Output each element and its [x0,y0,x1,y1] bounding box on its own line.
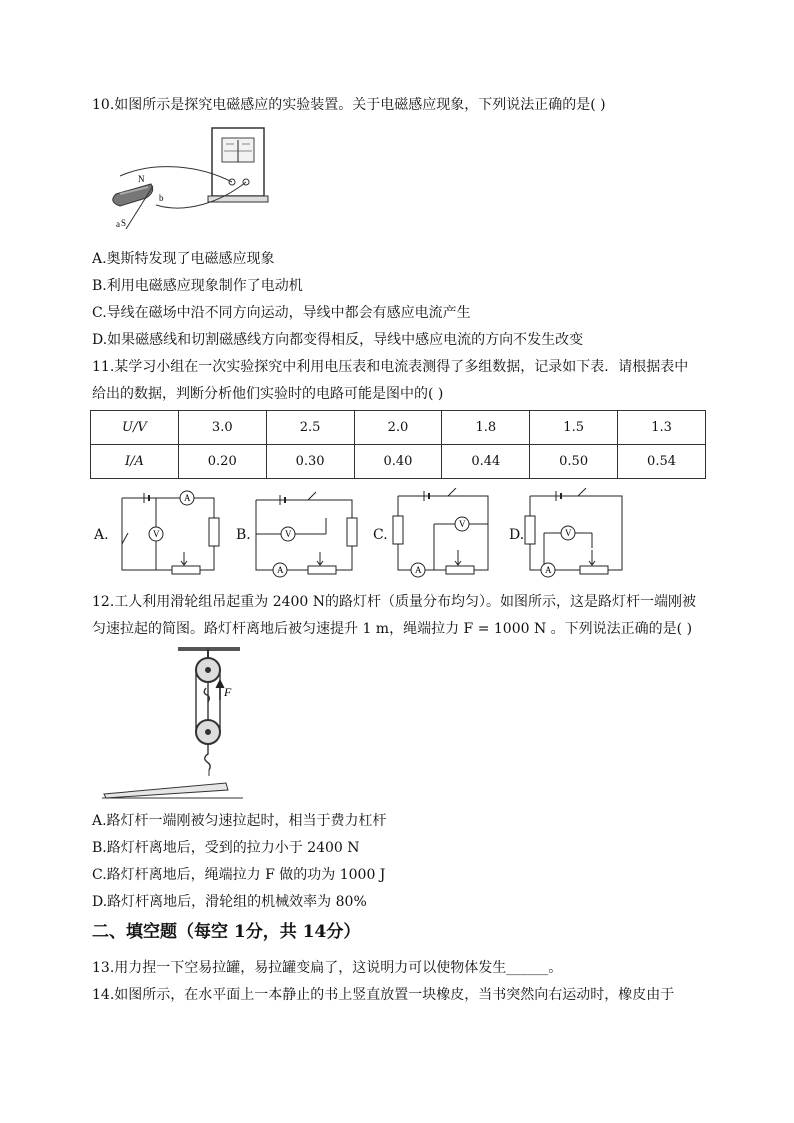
electromagnetic-induction-figure [96,120,286,232]
rheostat-symbol [308,566,336,574]
current-row [91,445,706,479]
rheostat-slider [181,552,187,565]
rheostat-symbol [446,566,474,574]
switch-symbol [448,488,456,496]
question-11-stem-line-2: 给出的数据，判断分析他们实验时的电路可能是图中的( ) [92,386,444,402]
question-10-option-a: A.奥斯特发现了电磁感应现象 [92,251,275,267]
circuit-diagram-d [520,488,646,580]
fixed-pulley-axle [205,667,211,673]
ammeter-label: A [415,565,422,575]
current-value: 0.20 [178,445,266,479]
rheostat-slider [589,550,595,565]
pulley-system-figure [98,644,248,799]
wire-a-label: a [116,219,120,229]
voltage-row [91,411,706,445]
current-value: 0.50 [530,445,618,479]
question-11-stem-line-1: 11.某学习小组在一次实验探究中利用电压表和电流表测得了多组数据，记录如下表．请根据表中 [92,359,689,375]
rheostat-slider [455,550,461,565]
voltage-value: 2.0 [354,411,442,445]
voltage-value: 1.8 [442,411,530,445]
movable-pulley-axle [205,729,211,735]
voltmeter-label: V [285,529,292,539]
question-12-option-c: C.路灯杆离地后，绳端拉力 F 做的功为 1000 J [92,867,386,883]
voltmeter-label: V [565,528,572,538]
section-title: 二、填空题（每空 1分，共 14分） [92,922,361,942]
voltage-value: 3.0 [178,411,266,445]
switch-symbol [122,533,128,544]
resistor-symbol [525,516,535,544]
question-10-option-d: D.如果磁感线和切割磁感线方向都变得相反，导线中感应电流的方向不发生改变 [92,332,584,348]
question-10-stem: 10.如图所示是探究电磁感应的实验装置。关于电磁感应现象，下列说法正确的是( ) [92,97,606,113]
current-value: 0.54 [618,445,706,479]
street-lamp-pole [104,783,228,798]
question-12-stem-line-2: 匀速拉起的简图。路灯杆离地后被匀速提升 1 m，绳端拉力 F = 1000 N 。下列说法正确的是( ) [92,621,693,637]
ammeter-label: A [545,565,552,575]
force-label: F [224,685,232,699]
circuit-choice-d-label: D. [509,527,525,543]
switch-symbol [578,488,586,496]
question-12-option-b: B.路灯杆离地后，受到的拉力小于 2400 N [92,840,360,856]
measurement-table [90,410,706,479]
magnet-south-label: S [121,218,127,228]
question-10-option-c: C.导线在磁场中沿不同方向运动，导线中都会有感应电流产生 [92,305,471,321]
question-12-option-d: D.路灯杆离地后，滑轮组的机械效率为 80% [92,894,367,910]
current-value: 0.30 [266,445,354,479]
circuit-choice-a-label: A. [94,527,109,543]
current-value: 0.40 [354,445,442,479]
rheostat-slider [317,552,323,565]
current-header: I/A [91,445,179,479]
rheostat-symbol [580,566,608,574]
magnet-north-label: N [138,174,145,184]
force-arrow-head [216,680,224,688]
question-14-text: 14.如图所示，在水平面上一本静止的书上竖直放置一块橡皮，当书突然向右运动时，橡皮由于 [92,987,675,1003]
resistor-symbol [209,518,219,546]
measurement-table-wrapper [90,410,706,478]
resistor-symbol [347,518,357,546]
circuit-choice-b-label: B. [236,527,251,543]
question-10-option-b: B.利用电磁感应现象制作了电动机 [92,278,303,294]
resistor-symbol [393,516,403,544]
current-value: 0.44 [442,445,530,479]
question-12-option-a: A.路灯杆一端刚被匀速拉起时，相当于费力杠杆 [92,813,387,829]
switch-symbol [308,492,316,500]
voltage-value: 2.5 [266,411,354,445]
question-12-stem-line-1: 12.工人利用滑轮组吊起重为 2400 N的路灯杆（质量分布均匀）。如图所示，这是路灯杆一端刚被 [92,594,697,610]
ammeter-label: A [277,565,284,575]
rheostat-symbol [172,566,200,574]
circuit-diagram-c [390,488,516,580]
circuit-diagram-b [250,488,376,580]
voltage-header: U/V [91,411,179,445]
lower-hook [205,744,210,770]
ammeter-label: A [184,493,191,503]
voltmeter-label: V [153,529,160,539]
voltage-value: 1.3 [618,411,706,445]
question-13-text: 13.用力捏一下空易拉罐，易拉罐变扁了，这说明力可以使物体发生______。 [92,960,563,976]
circuit-choice-c-label: C. [373,527,388,543]
circuit-diagram-a [110,488,236,580]
voltage-value: 1.5 [530,411,618,445]
wire-b-label: b [159,193,164,203]
voltmeter-label: V [459,519,466,529]
